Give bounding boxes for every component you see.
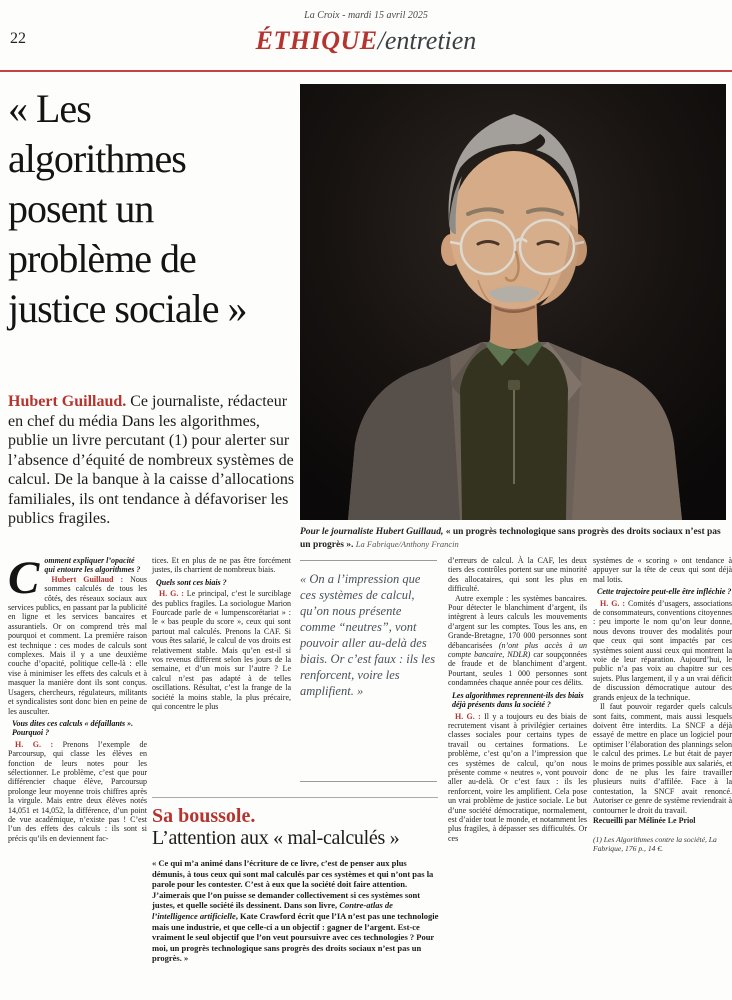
subsection-name: /entretien [377, 26, 477, 55]
section-name: ÉTHIQUE [255, 26, 378, 55]
speaker-name: H. G. : [455, 711, 481, 721]
paragraph: systèmes de « scoring » ont tendance à appuyer sur la tête de ceux qui sont déjà mal lotis. [593, 556, 732, 584]
article-column-2 [152, 556, 291, 712]
portrait-photo-hubert-guillaud [300, 84, 726, 520]
boussole-subtitle: L’attention aux « mal-calculés » [152, 827, 400, 849]
speaker-name: Hubert Guillaud : [51, 574, 124, 584]
interview-question: Vous dites ces calculs « défaillants ». Pourquoi ? [12, 718, 134, 738]
paragraph: tices. Et en plus de ne pas être forcément justes, ils charrient de nombreux biais. [152, 556, 291, 575]
interview-answer: Hubert Guillaud : Nous sommes calculés de tous les côtés, des réseaux sociaux aux services publics, en passant par la publicité en ligne et les services bancaires et assurantiels. Or on comprend très mal pourquoi et comment. La première raison est technique : ces modes de calculs sont complexes. Mais il y a une deuxième couche d’opacité, politique celle-là : elle vise à minimiser les effets des calculs et à masquer la manière dont ils sont conçus. Usagers, chercheurs, régulateurs, militants et syndicalistes sont donc bien en peine de les ausculter. [8, 574, 147, 716]
portrait-illustration [300, 84, 726, 520]
boussole-section [152, 806, 439, 964]
paragraph: Autre exemple : les systèmes bancaires. Pour détecter le blanchiment d’argent, ils intègrent à leurs calculs les mouvements d’argent sur les comptes. Tous les ans, en Grande-Bretagne, 170 000 personnes sont débancarisées (n’ont plus accès à un compte bancaire, NDLR) car soupçonnées de fraude et de blanchiment d’argent. Pourtant, seules 1 000 personnes sont condamnées chaque année pour ces délits. [448, 593, 588, 688]
interview-question: Comment expliquer l’opacité qui entoure les algorithmes ? [8, 552, 141, 604]
article-column-4 [448, 556, 587, 843]
standfirst-text: Ce journaliste, rédacteur en chef du média Dans les algorithmes, publie un livre percutant (1) pour alerter sur l’absence d’équité de nombreux systèmes de calcul. De la banque à la caisse d’allocations familiales, ils ont tendance à défavoriser les publics fragiles. [8, 393, 295, 527]
interview-question: Les algorithmes reprennent-ils des biais déjà présents dans la société ? [452, 690, 584, 710]
headline [8, 84, 300, 334]
drop-cap: C [8, 552, 40, 604]
interview-answer: H. G. : Prenons l’exemple de Parcoursup, qui classe les élèves en fonction de leurs notes pour les sélectionner. Le problème, c’est que pour différencier chaque élève, Parcoursup prolonge leur moyenne trois chiffres après la virgule. Mais entre deux élèves notés 14,051 et 14,052, la différence, d’un point de vue académique, n’existe pas ! C’est l’un des effets des calculs : ils sont si précis qu’ils en deviennent fac- [8, 739, 147, 843]
interview-question: Quels sont ces biais ? [156, 577, 227, 587]
article-column-1 [8, 552, 147, 843]
pull-quote-bottom-rule [300, 781, 437, 782]
speaker-name: H. G. : [600, 598, 626, 608]
standfirst-lead: Hubert Guillaud. [8, 393, 131, 410]
interview-answer: H. G. : Il y a toujours eu des biais de recrutement visant à privilégier certaines classes sociales pour certains types de travail ou certaines formations. Le problème, c’est qu’on a l’impression que ces systèmes de calcul, qu’on nous présente comme « neutres », vont pouvoir aller au-delà. Or c’est faux : ils les renforcent, voire les amplifient. Cela pose un vrai problème de justice sociale. Le but d’une société démocratique, normalement, est d’aider tout le monde, et notamment les plus fragiles, à dépasser ses difficultés. Or ces [448, 711, 587, 843]
pull-quote: « On a l’impression que ces systèmes de calcul, qu’on nous présente comme “neutres”, vont pouvoir aller au-delà des biais. Or c’est faux : ils les renforcent, voire les amplifient. » [300, 572, 436, 698]
boussole-heading: Sa boussole. [152, 805, 256, 827]
ndlr-note: (n’ont plus accès à un compte bancaire, NDLR) [448, 640, 588, 660]
headline-line: « Les [8, 86, 91, 131]
interview-answer: H. G. : Comités d’usagers, associations de consommateurs, conventions citoyennes : peu importe le nom qu’on leur donne, nous devons trouver des modalités pour que ceux qui sont impactés par ces systèmes soient aussi ceux qui montrent la voie de leur réparation. Aujourd’hui, le public n’a pas voix au chapitre sur ces sujets. Plus largement, il y a un vrai déficit de discussion démocratique autour des grands enjeux de la technique. [593, 598, 732, 702]
pull-quote-top-rule [300, 560, 437, 561]
headline-line: algorithmes [8, 136, 186, 181]
paragraph: Il faut pouvoir regarder quels calculs sont faits, comment, mais aussi lesquels doivent être interdits. La SNCF a déjà essayé de mettre en place un logiciel pour optimiser l’élaboration des plannings selon le calcul des primes. Le but était de payer le moins de primes possible aux salariés, et donc de ne plus les faire travailler plusieurs nuits d’affilée. Face à la contestation, la SNCF avait renoncé. Autoriser ce genre de système reviendrait à contourner le droit du travail. [593, 702, 732, 815]
caption-quote: « un progrès technologique sans progrès des droits sociaux n’est pas un progrès ». [300, 527, 721, 551]
paragraph: d’erreurs de calcul. À la CAF, les deux tiers des contrôles portent sur une minorité des allocataires, qui sont les plus en difficulté. [448, 556, 587, 594]
page-number: 22 [10, 30, 26, 47]
headline-line: problème de [8, 236, 196, 281]
caption-lead: Pour le journaliste Hubert Guillaud, [300, 527, 446, 537]
interview-answer: H. G. : Le principal, c’est le surciblage des publics fragiles. La sociologue Marion Fourcade parle de « lumpenscorétariat » : le « bas peuple du score », ceux qui sont partout mal calculés. Prenons la CAF. Si vous êtes salarié, le calcul de vos droits est relativement stable. Mais qu’en est-il si vos revenus diffèrent selon les jours de la semaine, et d’un mois sur l’autre ? Le calcul n’est pas adapté à de telles oscillations. Résultat, c’est la frange de la société la moins stable, la plus précaire, qui concentre le plus [152, 589, 292, 712]
headline-line: justice sociale » [8, 286, 247, 331]
speaker-name: H. G. : [15, 739, 54, 749]
byline: Recueilli par Mélinée Le Priol [593, 815, 696, 825]
standfirst [8, 392, 302, 529]
boussole-top-rule [152, 797, 438, 798]
photo-caption [300, 526, 730, 553]
interview-question: Cette trajectoire peut-elle être infléchie ? [597, 587, 732, 597]
article-column-5 [593, 556, 732, 853]
footnote: (1) Les Algorithmes contre la société, La Fabrique, 176 p., 14 €. [593, 835, 717, 854]
photo-credit: La Fabrique/Anthony Francin [355, 539, 459, 550]
book-title: Contre-atlas de l’intelligence artificielle [152, 900, 393, 921]
headline-line: posent un [8, 186, 154, 231]
edition-dateline: La Croix - mardi 15 avril 2025 [304, 10, 428, 21]
boussole-body: « Ce qui m’a animé dans l’écriture de ce livre, c’est de penser aux plus démunis, à tous ceux qui sont mal calculés par ces systèmes et qui n’ont pas la parole pour les contester. C’est à eux que la société doit faire attention. J’aimerais que l’on puisse se demander collectivement si ces systèmes sont justes, et quelle société ils dessinent. Dans son livre, Contre-atlas de l’intelligence artificielle, Kate Crawford écrit que l’IA n’est pas une technologie mais une industrie, et que celle-ci a un objectif : gagner de l’argent. Est-ce vraiment le seul objectif que l’on veut poursuivre avec ces technologies ? Pour moi, un progrès technologique sans progrès des droits sociaux n’est pas un progrès. » [152, 858, 439, 964]
speaker-name: H. G. : [159, 589, 184, 599]
header-rule [0, 70, 732, 72]
section-header [0, 26, 732, 56]
